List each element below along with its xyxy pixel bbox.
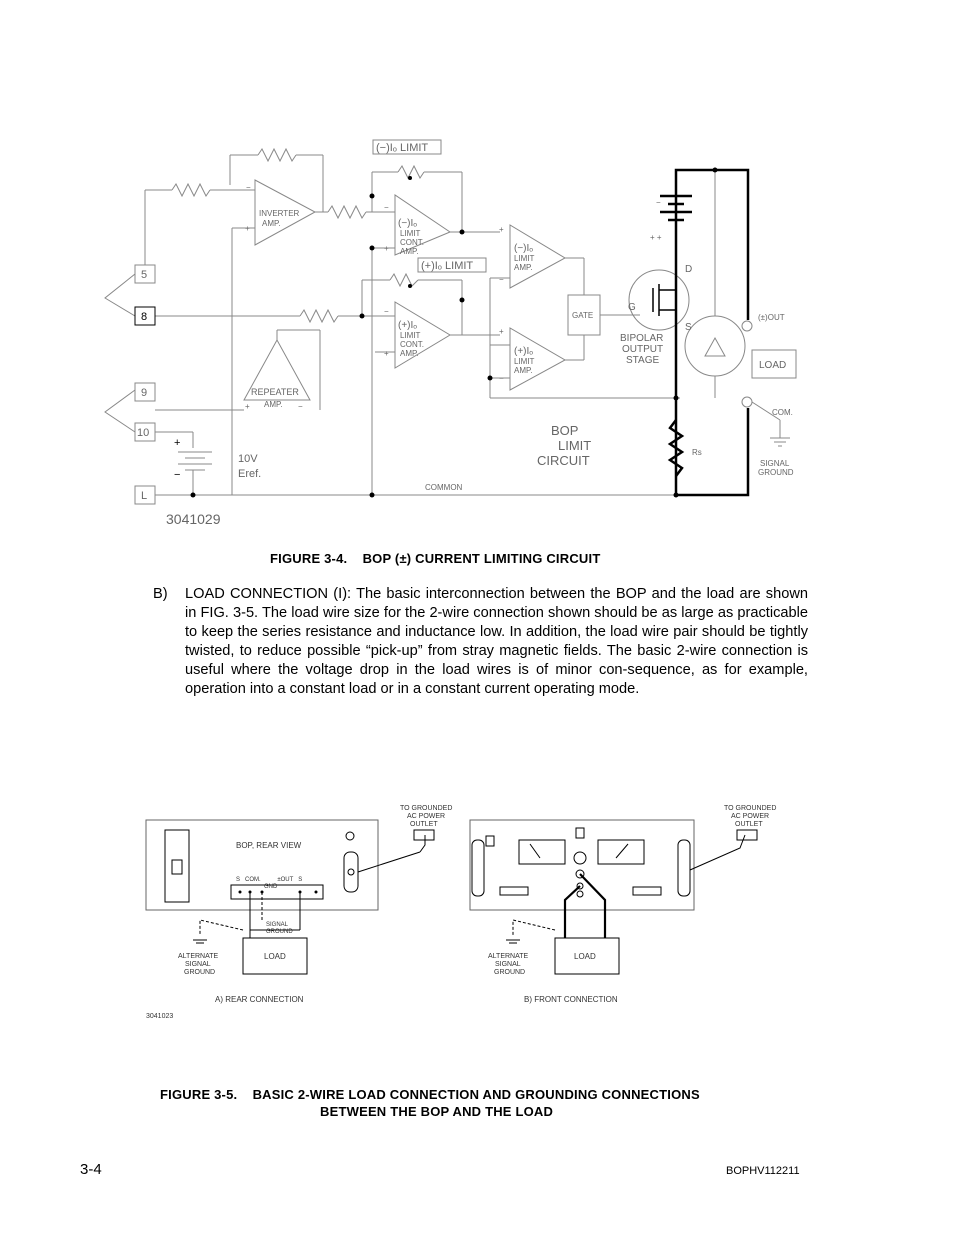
svg-text:−: − — [384, 203, 389, 212]
label-ground: GROUND — [758, 468, 794, 477]
svg-text:−: − — [246, 183, 251, 192]
rear-alt-2: SIGNAL — [185, 961, 211, 968]
label-repeater-amp: AMP. — [264, 400, 283, 409]
terminal-10: 10 — [137, 427, 150, 439]
label-pos-amp-amp: AMP. — [514, 366, 533, 375]
label-neg-amp: (−)Iₒ — [514, 243, 534, 254]
label-common: COMMON — [425, 483, 463, 492]
svg-text:+: + — [174, 437, 181, 449]
document-id: BOPHV112211 — [726, 1165, 800, 1177]
terminal-9: 9 — [141, 387, 148, 399]
label-g: G — [628, 302, 636, 313]
label-neg-cont-cont: CONT. — [400, 238, 424, 247]
label-pos-cont-limit: LIMIT — [400, 331, 421, 340]
svg-text:−: − — [499, 275, 504, 284]
figure-3-5-caption-line-2: BETWEEN THE BOP AND THE LOAD — [320, 1104, 554, 1119]
svg-text:−: − — [656, 198, 661, 207]
figure-3-5-caption-line-1: FIGURE 3-5. BASIC 2-WIRE LOAD CONNECTION AND GROUNDING CONNECTIONS — [160, 1087, 700, 1102]
rear-terminals: S COM. ±OUT S — [236, 877, 303, 883]
label-out: (±)OUT — [758, 313, 785, 322]
front-load: LOAD — [574, 952, 596, 961]
svg-text:−: − — [298, 402, 303, 411]
label-bop: BOP — [551, 423, 579, 438]
label-neg-cont-limit: LIMIT — [400, 229, 421, 238]
label-repeater: REPEATER — [251, 387, 299, 397]
label-stage: STAGE — [626, 355, 660, 366]
label-com: COM. — [772, 408, 793, 417]
paragraph-text: LOAD CONNECTION (I): The basic interconnection between the BOP and the load are shown in FIG. 3-5. The load wire size for the 2-wire connection shown should be as large as practicable to keep the series resistance and inductance low. In addition, the load wire pair should be tightly twisted, to reduce possible “pick-up” from stray magnetic fields. The basic 2-wire connection is useful where the voltage drop in the load wires is of minor con-sequence, as for example, operation into a constant load or in a constant current operating mode. — [185, 586, 808, 697]
label-load: LOAD — [759, 360, 787, 371]
label-pos-amp-limit: LIMIT — [514, 357, 535, 366]
terminal-8: 8 — [141, 311, 148, 323]
front-alt-2: SIGNAL — [495, 961, 521, 968]
label-neg-amp-limit: LIMIT — [514, 254, 535, 263]
figure-3-4-schematic — [0, 0, 954, 540]
rear-alt-3: GROUND — [184, 969, 216, 976]
terminal-5: 5 — [141, 269, 148, 281]
front-connection-label: B) FRONT CONNECTION — [524, 995, 618, 1004]
rear-title: BOP, REAR VIEW — [236, 841, 302, 850]
label-pos-cont: (+)Iₒ — [398, 320, 418, 331]
label-inverter: INVERTER — [259, 209, 300, 218]
rear-ground: GROUND — [266, 929, 293, 935]
svg-text:+: + — [245, 224, 250, 233]
label-eref: Eref. — [238, 468, 262, 480]
label-neg-limit: (−)Iₒ LIMIT — [376, 142, 429, 154]
figure-3-4-caption: FIGURE 3-4. BOP (±) CURRENT LIMITING CIRCUIT — [270, 551, 601, 566]
front-outlet-1: TO GROUNDED — [724, 805, 777, 812]
label-inverter-amp: AMP. — [262, 219, 281, 228]
rear-outlet-1: TO GROUNDED — [400, 805, 453, 812]
svg-text:+: + — [499, 327, 504, 336]
label-circuit: CIRCUIT — [537, 453, 590, 468]
figure-number-3041029: 3041029 — [166, 511, 221, 527]
figure-number-3041023: 3041023 — [146, 1013, 174, 1020]
rear-gnd: GND — [264, 884, 278, 890]
rear-alt-1: ALTERNATE — [178, 953, 219, 960]
label-neg-cont: (−)Iₒ — [398, 218, 418, 229]
rear-outlet-2: AC POWER — [407, 813, 446, 820]
svg-text:+: + — [245, 402, 250, 411]
label-output: OUTPUT — [622, 344, 664, 355]
svg-text:−: − — [174, 469, 181, 481]
label-pos-cont-cont: CONT. — [400, 340, 424, 349]
label-bop-limit: LIMIT — [558, 438, 592, 453]
svg-text:−: − — [499, 374, 504, 383]
terminal-l: L — [141, 490, 148, 502]
page-number: 3-4 — [80, 1161, 102, 1178]
label-signal: SIGNAL — [760, 459, 790, 468]
label-10v: 10V — [238, 453, 258, 465]
front-alt-1: ALTERNATE — [488, 953, 529, 960]
svg-text:−: − — [384, 307, 389, 316]
label-neg-amp-amp: AMP. — [514, 263, 533, 272]
rear-load: LOAD — [264, 952, 286, 961]
label-d: D — [685, 264, 693, 275]
rear-outlet-3: OUTLET — [410, 821, 438, 828]
label-rs: Rs — [692, 448, 702, 457]
label-pos-limit: (+)Iₒ LIMIT — [421, 260, 474, 272]
rear-signal: SIGNAL — [266, 922, 289, 928]
figure-3-5-diagram — [0, 790, 954, 1040]
label-pos-cont-amp: AMP. — [400, 349, 419, 358]
label-bipolar: BIPOLAR — [620, 333, 664, 344]
label-gate: GATE — [572, 311, 594, 320]
label-pos-amp: (+)Iₒ — [514, 346, 534, 357]
paragraph-marker: B) — [153, 586, 168, 602]
rear-connection-label: A) REAR CONNECTION — [215, 995, 304, 1004]
svg-text:+: + — [499, 225, 504, 234]
svg-text:+ +: + + — [650, 233, 662, 242]
front-outlet-2: AC POWER — [731, 813, 770, 820]
front-alt-3: GROUND — [494, 969, 526, 976]
svg-text:+: + — [384, 244, 389, 253]
label-neg-cont-amp: AMP. — [400, 247, 419, 256]
label-s: S — [685, 322, 692, 333]
svg-text:+: + — [384, 349, 389, 358]
front-outlet-3: OUTLET — [735, 821, 763, 828]
